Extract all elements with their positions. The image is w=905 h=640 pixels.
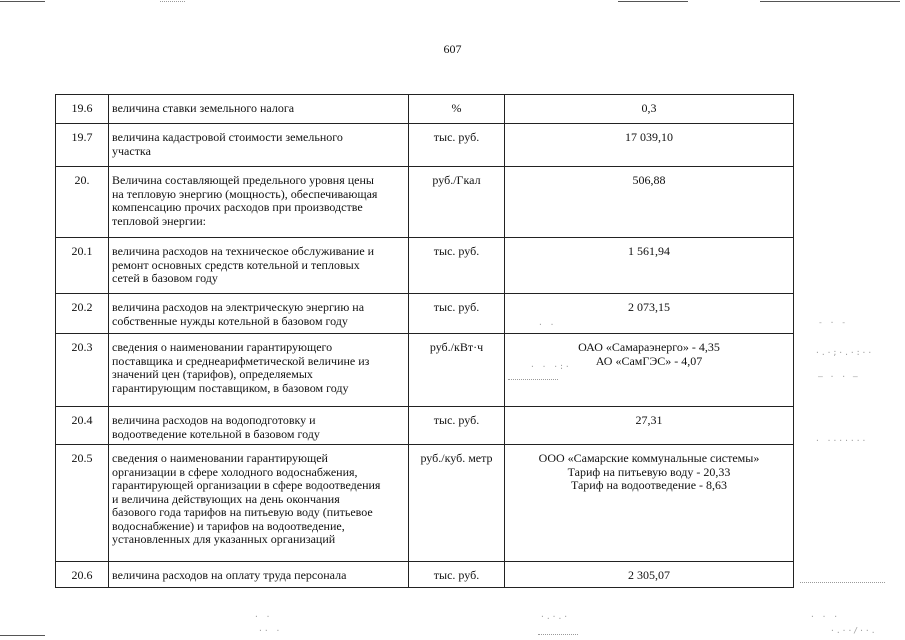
table-row [56, 238, 794, 294]
value-line: 27,31 [635, 413, 663, 427]
description-line: тепловой энергии: [112, 213, 206, 228]
row-number: 20.1 [56, 238, 109, 294]
row-number: 20.6 [56, 562, 109, 588]
row-number: 20. [56, 167, 109, 238]
row-unit: тыс. руб. [409, 294, 505, 334]
scan-speck-1: - · - [818, 318, 848, 327]
scan-edge-mark-bottom-left [0, 635, 45, 636]
description-line: участка [112, 143, 151, 158]
row-number: 20.2 [56, 294, 109, 334]
row-number: 19.6 [56, 95, 109, 124]
scan-speck-4: · ······· [815, 436, 868, 445]
scan-speck-8: · · [254, 612, 272, 621]
description-line: величина расходов на оплату труда персонала [112, 568, 347, 582]
description-line: базового года тарифов на питьевую воду (питьевое [112, 505, 373, 519]
table-row [56, 124, 794, 167]
value-line: 17 039,10 [625, 130, 673, 144]
row-unit: тыс. руб. [409, 562, 505, 588]
value-line: Тариф на питьевую воду - 20,33 [567, 464, 731, 479]
description-line: сетей в базовом году [112, 271, 218, 285]
table-row [56, 95, 794, 124]
row-value [505, 95, 794, 124]
row-description [109, 95, 409, 124]
description-line: собственные нужды котельной в базовом году [112, 313, 348, 328]
value-line: АО «СамГЭС» - 4,07 [595, 353, 703, 368]
description-line: сведения о наименовании гарантирующего [112, 340, 333, 354]
scan-speck-11: · · ·:· [530, 362, 571, 371]
description-line: величина кадастровой стоимости земельного [112, 130, 343, 144]
description-line: установленных для указанных организаций [112, 532, 336, 546]
row-unit: руб./Гкал [409, 167, 505, 238]
scan-edge-mark-top-right [618, 1, 688, 2]
scan-speck-2: ·.·;·.·:·· [815, 348, 874, 357]
scan-mark-bottom-mid [538, 634, 578, 635]
table-row [56, 407, 794, 445]
description-line: Величина составляющей предельного уровня цены [112, 173, 374, 187]
value-line: Тариф на водоотведение - 8,63 [570, 478, 728, 492]
value-line: 2 305,07 [628, 568, 670, 582]
row-value [505, 334, 794, 407]
row-value [505, 124, 794, 167]
row-description [109, 167, 409, 238]
scan-speck-12: · · [538, 320, 556, 329]
row-value [505, 445, 794, 562]
table-row [56, 562, 794, 588]
description-line: водоснабжение) и тарифов на водоотведение, [112, 518, 345, 533]
scan-edge-mark-top-far-right [760, 1, 900, 2]
value-line: ОАО «Самараэнерго» - 4,35 [578, 340, 720, 354]
row-unit: тыс. руб. [409, 238, 505, 294]
description-line: и величина действующих на день окончания [112, 491, 340, 506]
row-value [505, 407, 794, 445]
table-row [56, 294, 794, 334]
row-value [505, 562, 794, 588]
scan-speck-3: — · · — [818, 372, 859, 381]
row-unit: тыс. руб. [409, 124, 505, 167]
description-line: значений цен (тарифов), определяемых [112, 367, 313, 381]
row-unit: руб./куб. метр [409, 445, 505, 562]
description-line: поставщика и среднеарифметической величине из [112, 353, 370, 368]
row-unit: % [409, 95, 505, 124]
description-line: ремонт основных средств котельной и тепловых [112, 257, 360, 272]
table-row [56, 445, 794, 562]
scan-speck-10: ·.·.· [540, 612, 570, 621]
value-line: 506,88 [632, 173, 666, 187]
description-line: на тепловую энергию (мощность), обеспечивающая [112, 186, 378, 201]
row-unit: тыс. руб. [409, 407, 505, 445]
value-line: ООО «Самарские коммунальные системы» [538, 451, 760, 465]
description-line: сведения о наименовании гарантирующей [112, 451, 328, 465]
row-unit: руб./кВт·ч [409, 334, 505, 407]
row-number: 20.4 [56, 407, 109, 445]
page-number: 607 [443, 42, 462, 56]
row-description [109, 562, 409, 588]
description-line: гарантирующей организации в сфере водоотведения [112, 478, 381, 492]
value-line: 2 073,15 [628, 300, 670, 314]
description-line: величина расходов на электрическую энергию на [112, 300, 365, 314]
row-number: 19.7 [56, 124, 109, 167]
row-description [109, 124, 409, 167]
scan-speck-6: · · · [810, 612, 840, 621]
description-line: величина ставки земельного налога [112, 101, 295, 115]
description-line: водоотведение котельной в базовом году [112, 426, 320, 441]
row-value [505, 167, 794, 238]
description-line: гарантирующим поставщиком, в базовом году [112, 380, 349, 395]
row-number: 20.3 [56, 334, 109, 407]
table-row [56, 167, 794, 238]
scan-edge-mark-top-mid [160, 1, 185, 2]
row-description [109, 294, 409, 334]
description-line: организации в сфере холодного водоснабжения, [112, 464, 358, 479]
scan-speck-7: ·.··/··. [830, 626, 877, 635]
scan-speck-9: ·· · [258, 626, 282, 635]
row-description [109, 238, 409, 294]
row-description [109, 445, 409, 562]
tariff-parameters-table [55, 94, 794, 588]
row-value [505, 294, 794, 334]
row-value [505, 238, 794, 294]
scan-edge-mark-top-left [0, 1, 45, 2]
scan-mark-right-5 [800, 582, 885, 583]
description-line: величина расходов на водоподготовку и [112, 413, 316, 427]
row-description [109, 334, 409, 407]
row-description [109, 407, 409, 445]
row-number: 20.5 [56, 445, 109, 562]
value-line: 0,3 [641, 101, 657, 115]
description-line: компенсацию прочих расходов при производстве [112, 200, 363, 214]
table-row [56, 334, 794, 407]
value-line: 1 561,94 [628, 244, 670, 258]
description-line: величина расходов на техническое обслуживание и [112, 244, 375, 258]
